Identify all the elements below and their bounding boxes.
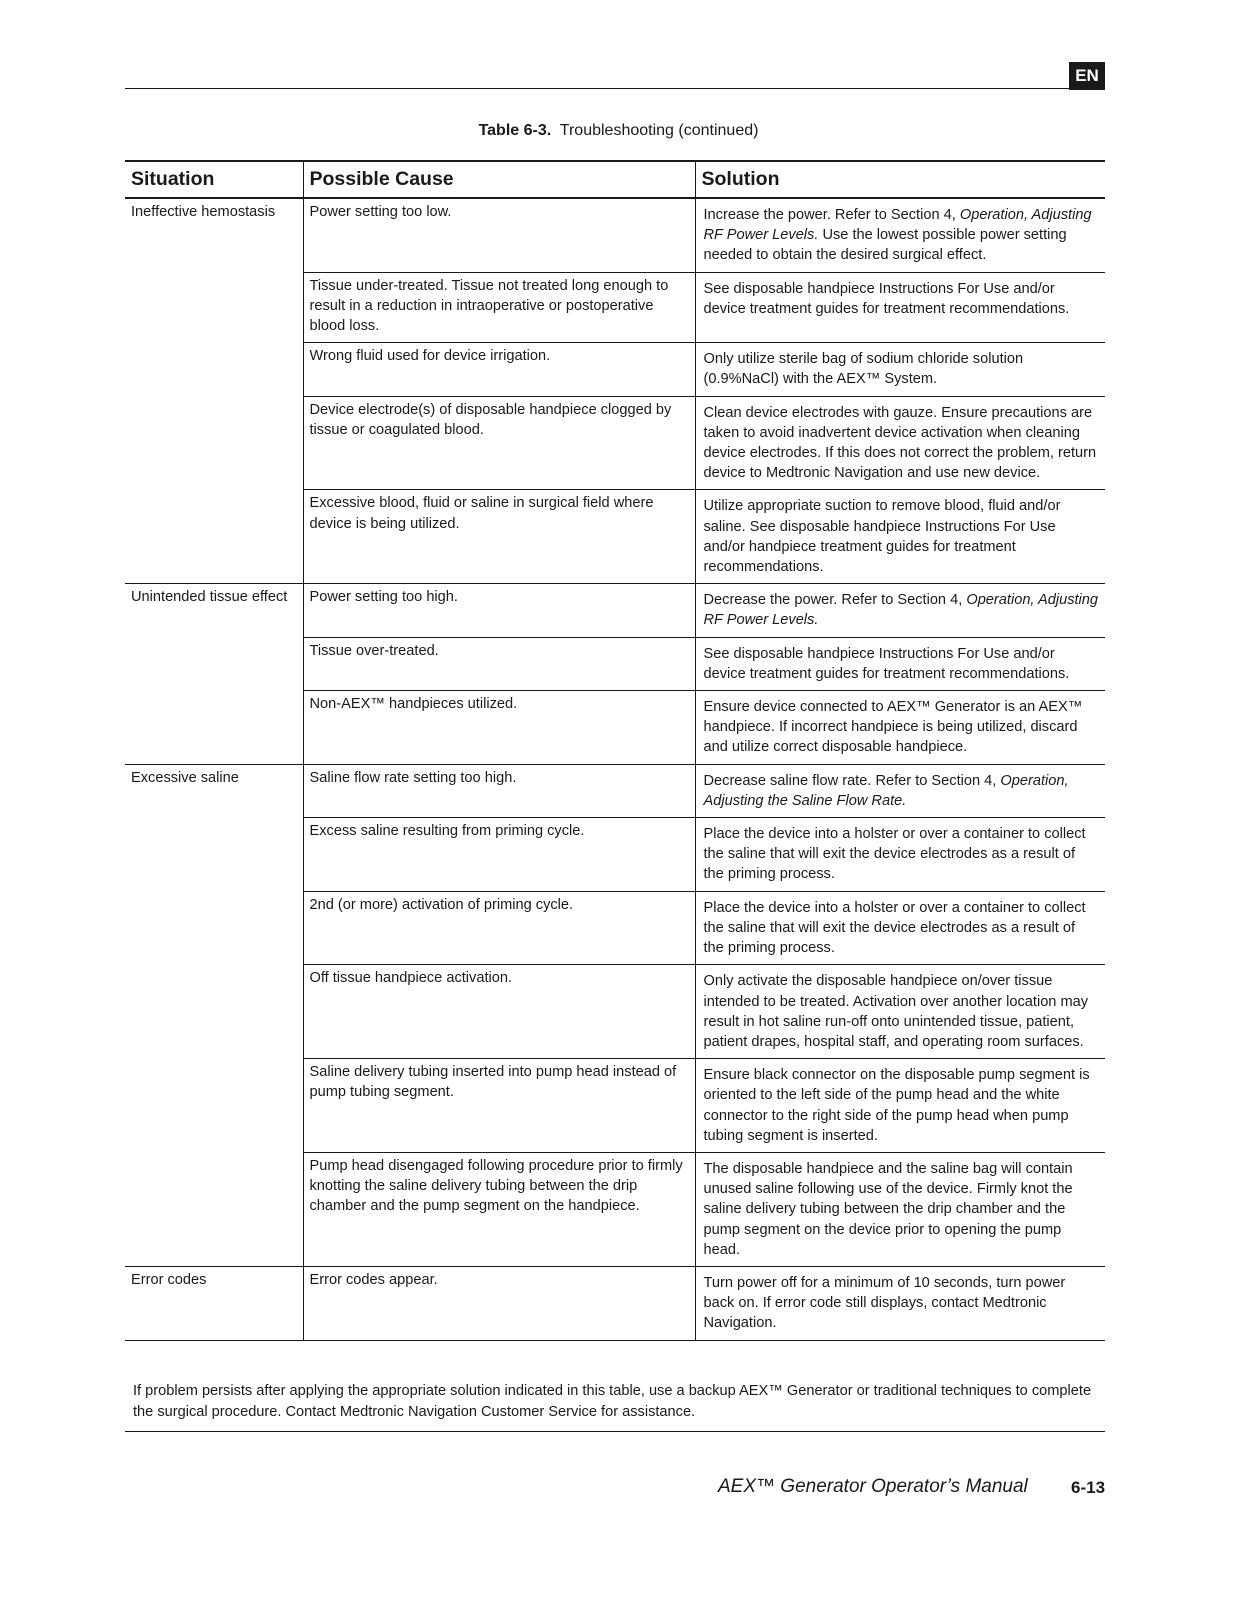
solution-text: Decrease saline flow rate. Refer to Section 4, — [703, 772, 1001, 789]
cause-cell: Power setting too high. — [303, 584, 695, 637]
table-row — [125, 584, 1105, 637]
solution-text: Use the lowest possible power setting needed to obtain the desired surgical effect. — [703, 227, 1067, 264]
cause-cell: Error codes appear. — [303, 1266, 695, 1340]
solution-cell — [695, 637, 1105, 690]
solution-text: See disposable handpiece Instructions For Use and/or device treatment guides for treatment recommendations. — [703, 280, 1070, 317]
solution-text: Clean device electrodes with gauze. Ensure precautions are taken to avoid inadvertent device activation when cleaning device electrodes. If this does not correct the problem, return device to Medtronic Navigation and use new device. — [703, 404, 1097, 482]
table-caption-label: Table 6-3. — [478, 122, 552, 139]
cause-cell: Excess saline resulting from priming cycle. — [303, 818, 695, 892]
cause-cell: Pump head disengaged following procedure prior to firmly knotting the saline delivery tubing between the drip chamber and the pump segment on the handpiece. — [303, 1152, 695, 1266]
solution-text: Only utilize sterile bag of sodium chloride solution (0.9%NaCl) with the AEX™ System. — [703, 351, 1024, 388]
solution-text: Ensure black connector on the disposable pump segment is oriented to the left side of the pump head and the white connector to the right side of the pump head when pump tubing segment is inserted. — [703, 1067, 1090, 1144]
cause-cell: Saline delivery tubing inserted into pump head instead of pump tubing segment. — [303, 1059, 695, 1153]
solution-cell — [695, 1152, 1105, 1266]
solution-text: Place the device into a holster or over a container to collect the saline that will exit the device electrodes as a result of the priming process. — [703, 826, 1086, 883]
solution-cell — [695, 396, 1105, 490]
cause-cell: Off tissue handpiece activation. — [303, 965, 695, 1059]
situation-cell: Error codes — [125, 1266, 303, 1340]
footer-page-number: 6-13 — [1071, 1478, 1106, 1497]
solution-cell — [695, 490, 1105, 584]
solution-cell — [695, 818, 1105, 892]
table-header-row — [125, 161, 1105, 198]
table-caption-text: Troubleshooting (continued) — [559, 122, 759, 139]
situation-cell: Excessive saline — [125, 764, 303, 1266]
solution-text: Utilize appropriate suction to remove blood, fluid and/or saline. See disposable handpiece Instructions For Use and/or handpiece treatment guides for treatment recommendations. — [703, 498, 1061, 576]
column-header-possible-cause: Possible Cause — [303, 161, 695, 198]
solution-text: Turn power off for a minimum of 10 seconds, turn power back on. If error code still displays, contact Medtronic Navigation. — [703, 1274, 1066, 1332]
cause-cell: Wrong fluid used for device irrigation. — [303, 343, 695, 396]
solution-reference-text: Operation, Adjusting RF Power Levels. — [703, 592, 1099, 629]
troubleshooting-table — [125, 160, 1105, 1341]
solution-cell — [695, 343, 1105, 396]
table-footnote: If problem persists after applying the appropriate solution indicated in this table, use a backup AEX™ Generator or traditional techniques to complete the surgical procedure. Contact Medtronic Navigation Customer Service for assistance. — [125, 1371, 1105, 1432]
solution-cell — [695, 1059, 1105, 1153]
cause-cell: 2nd (or more) activation of priming cycle. — [303, 891, 695, 965]
solution-cell — [695, 965, 1105, 1059]
cause-cell: Tissue under-treated. Tissue not treated long enough to result in a reduction in intraoperative or postoperative blood loss. — [303, 272, 695, 343]
solution-reference-text: Operation, Adjusting the Saline Flow Rate. — [703, 772, 1069, 809]
solution-text: Increase the power. Refer to Section 4, — [703, 207, 960, 223]
cause-cell: Power setting too low. — [303, 198, 695, 272]
solution-text: The disposable handpiece and the saline bag will contain unused saline following use of the device. Firmly knot the saline delivery tubing between the drip chamber and the pump segment on the device prior to opening the pump head. — [703, 1160, 1073, 1258]
table-row — [125, 1266, 1105, 1340]
situation-cell: Ineffective hemostasis — [131, 204, 276, 220]
situation-cell: Unintended tissue effect — [125, 584, 303, 764]
solution-text: Decrease the power. Refer to Section 4, — [703, 592, 967, 609]
solution-text: Only activate the disposable handpiece on/over tissue intended to be treated. Activation over another location may result in hot saline run-off onto unintended tissue, patient, patient drapes, hospital staff, and operating room surfaces. — [703, 973, 1089, 1050]
column-header-situation: Situation — [125, 161, 303, 198]
solution-cell — [695, 584, 1105, 637]
solution-cell — [695, 1266, 1105, 1340]
cause-cell: Saline flow rate setting too high. — [303, 764, 695, 817]
solution-cell — [695, 891, 1105, 965]
cause-cell: Non-AEX™ handpieces utilized. — [303, 691, 695, 765]
solution-reference-text: Operation, Adjusting RF Power Levels. — [703, 207, 1092, 244]
language-badge: EN — [1069, 62, 1105, 90]
footer-manual-title: AEX™ Generator Operator’s Manual — [718, 1476, 1028, 1497]
table-row — [125, 764, 1105, 817]
table-caption — [0, 122, 1237, 140]
solution-text: Place the device into a holster or over a container to collect the saline that will exit the device electrodes as a result of the priming process. — [703, 899, 1086, 957]
solution-cell — [695, 764, 1105, 817]
solution-cell — [695, 198, 1105, 272]
column-header-solution: Solution — [695, 161, 1105, 198]
header-rule — [125, 88, 1105, 89]
table-body — [125, 198, 1105, 1340]
table-row — [125, 198, 1105, 272]
solution-text: Ensure device connected to AEX™ Generator is an AEX™ handpiece. If incorrect handpiece is being utilized, discard and utilize correct disposable handpiece. — [703, 699, 1083, 756]
solution-text: See disposable handpiece Instructions For Use and/or device treatment guides for treatment recommendations. — [703, 645, 1070, 682]
solution-cell — [695, 691, 1105, 765]
solution-cell — [695, 272, 1105, 343]
cause-cell: Tissue over-treated. — [303, 637, 695, 690]
cause-cell: Device electrode(s) of disposable handpiece clogged by tissue or coagulated blood. — [303, 396, 695, 490]
cause-cell: Excessive blood, fluid or saline in surgical field where device is being utilized. — [303, 490, 695, 584]
